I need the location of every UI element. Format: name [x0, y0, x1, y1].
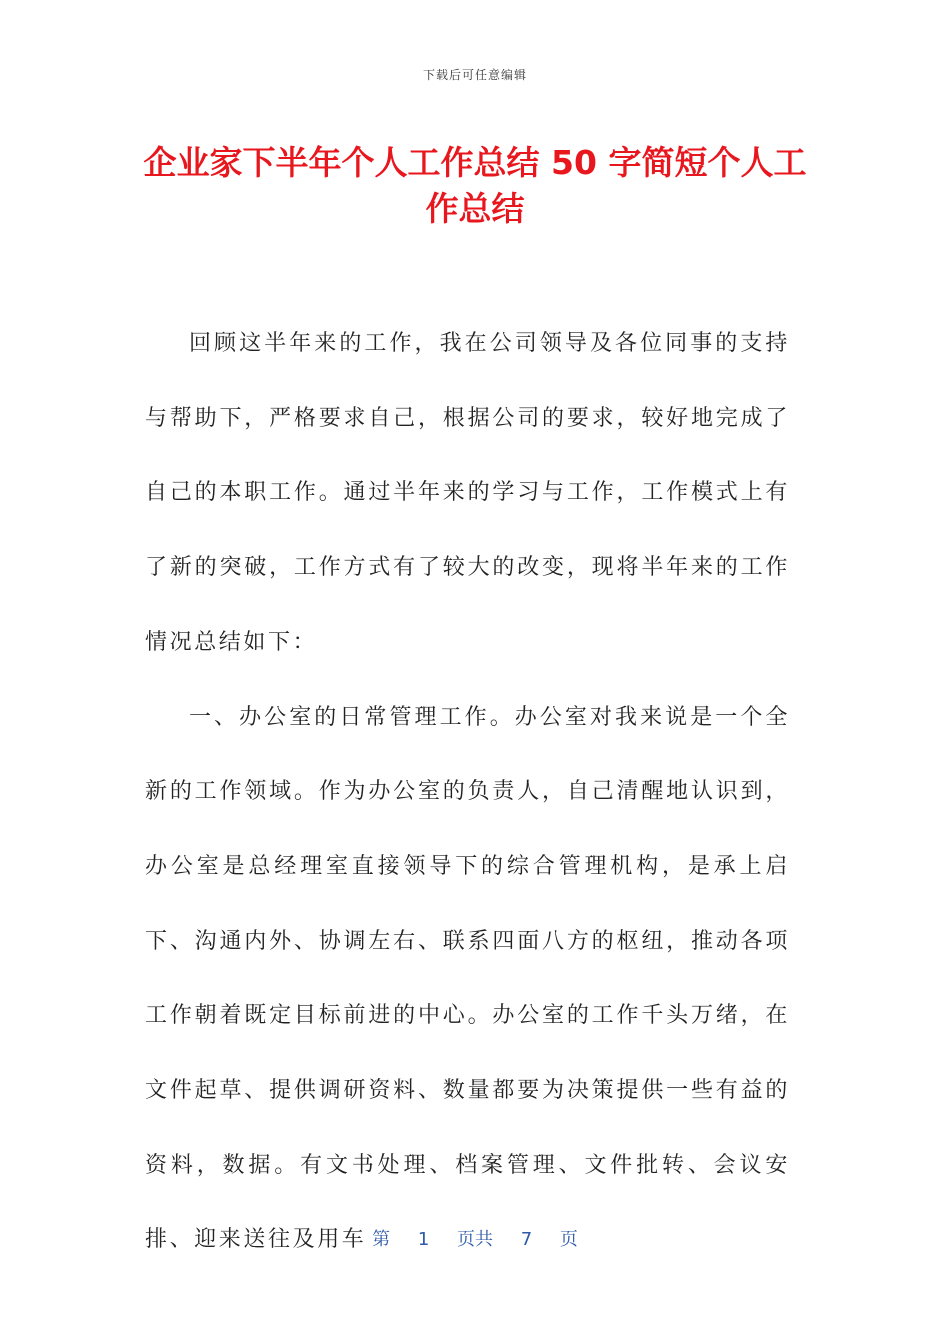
- footer-current-page: 1: [417, 1229, 430, 1250]
- document-title: 企业家下半年个人工作总结 50 字简短个人工作总结: [143, 143, 807, 228]
- footer-end-label: 页: [559, 1229, 578, 1250]
- page-footer: [0, 1225, 950, 1251]
- document-body: [145, 307, 790, 1278]
- paragraph-2: 一、办公室的日常管理工作。办公室对我来说是一个全新的工作领域。作为办公室的负责人，自己清醒地认识到，办公室是总经理室直接领导下的综合管理机构，是承上启下、沟通内外、协调左右、联系四面八方的枢纽，推动各项工作朝着既定目标前进的中心。办公室的工作千头万绪，在文件起草、提供调研资料、数量都要为决策提供一些有益的资料，数据。有文书处理、档案管理、文件批转、会议安排、迎来送往及用车: [145, 704, 790, 1253]
- header-note: 下载后可任意编辑: [422, 68, 527, 82]
- paragraph-1: 回顾这半年来的工作，我在公司领导及各位同事的支持与帮助下，严格要求自己，根据公司的要求，较好地完成了自己的本职工作。通过半年来的学习与工作，工作模式上有了新的突破，工作方式有了较大的改变，现将半年来的工作情况总结如下：: [145, 331, 790, 655]
- footer-total-pages: 7: [520, 1229, 533, 1250]
- footer-page-label: 第: [372, 1229, 391, 1250]
- footer-total-label: 页共: [457, 1229, 493, 1250]
